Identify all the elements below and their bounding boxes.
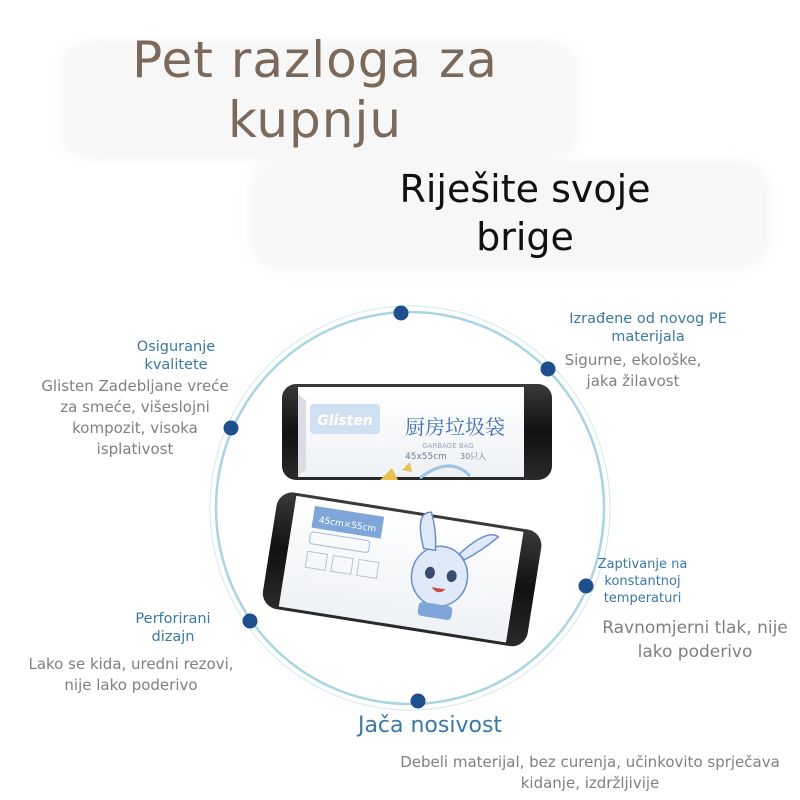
feature-perforated-text: Lako se kida, uredni rezovi, nije lako poderivo: [28, 655, 234, 694]
product-size: 45x55cm: [405, 452, 447, 462]
product-count: 30只入: [460, 452, 487, 461]
feature-material-heading: Izrađene od novog PE materijala: [569, 311, 727, 345]
product-name-en: GARBAGE BAG: [422, 442, 474, 450]
feature-material-text: Sigurne, ekološke, jaka žilavost: [564, 351, 702, 390]
page-subtitle: Riješite svoje brige: [399, 167, 651, 259]
brand-logo-text: Glisten: [317, 413, 373, 429]
ring-dot-material: [541, 362, 556, 377]
feature-load-text: Debeli materijal, bez curenja, učinkovito sprječava kidanje, izdržljivije: [400, 753, 780, 792]
bag-roll-top: [282, 384, 552, 480]
feature-quality-text: Glisten Zadebljane vreće za smeće, višeslojni kompozit, visoka isplativost: [41, 377, 229, 458]
feature-sealing-text: Ravnomjerni tlak, nije lako poderivo: [602, 618, 788, 662]
product-size-2: 45cm×55cm: [317, 515, 377, 535]
page-title: Pet razloga za kupnju: [132, 31, 498, 149]
feature-load-heading: Jača nosivost: [357, 713, 503, 738]
ring-dot-top: [394, 306, 409, 321]
bag-roll-bottom: [261, 488, 544, 648]
feature-quality-heading: Osiguranje kvalitete: [136, 339, 216, 373]
feature-perforated-heading: Perforirani dizajn: [135, 611, 211, 645]
ring-dot-perforated: [243, 614, 258, 629]
feature-sealing-heading: Zaptivanje na konstantnoj temperaturi: [597, 557, 688, 606]
product-name-cn: 厨房垃圾袋: [405, 415, 505, 439]
ring-dot-load: [411, 694, 426, 709]
